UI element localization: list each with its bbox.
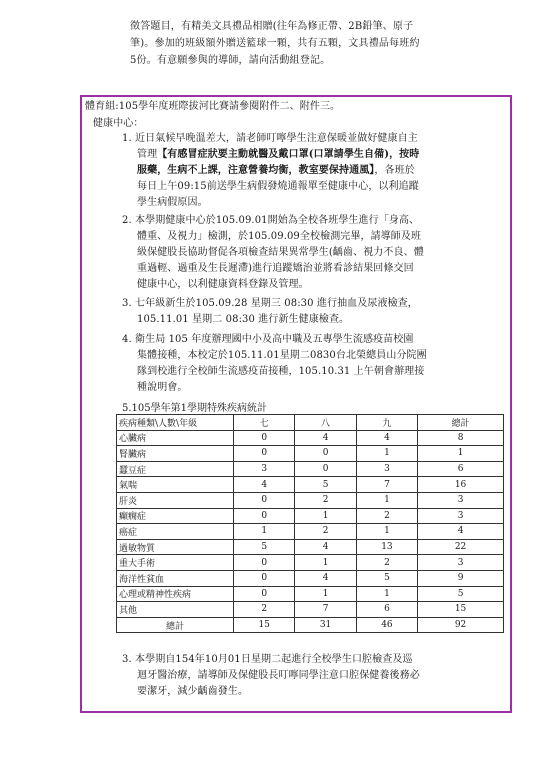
item3-line: 105.11.01 星期二 08:30 進行新生健康檢查。 <box>137 314 350 325</box>
count-cell: 0 <box>234 586 295 602</box>
count-cell: 5 <box>295 477 356 493</box>
count-cell: 1 <box>295 586 356 602</box>
count-cell: 5 <box>234 539 295 555</box>
disease-name-cell: 癌症 <box>117 524 234 540</box>
count-cell: 5 <box>356 570 417 586</box>
count-cell: 0 <box>234 492 295 508</box>
disease-name-cell: 心臟病 <box>117 430 234 446</box>
health-item-1 <box>122 131 507 211</box>
item4-line: 種說明會。 <box>137 382 188 393</box>
count-cell: 1 <box>418 446 504 462</box>
count-cell: 1 <box>295 555 356 571</box>
total-cell: 92 <box>418 617 504 633</box>
count-cell: 3 <box>356 461 417 477</box>
count-cell: 4 <box>418 524 504 540</box>
total-cell: 15 <box>234 617 295 633</box>
disease-name-cell: 海洋性貧血 <box>117 570 234 586</box>
table-caption: 5.105學年第1學期特殊疾病統計 <box>122 403 267 414</box>
count-cell: 5 <box>418 586 504 602</box>
intro-line: 筆)。參加的班級額外贈送籃球一顆，共有五顆，文具禮品每班約 <box>130 38 420 49</box>
item2-line: 體重、及視力」檢測，於105.09.09全校檢測完畢，請導師及班 <box>137 231 422 242</box>
item1-line: 管理【有感冒症狀要主動就醫及戴口罩(口罩請學生自備)，按時 <box>137 149 420 160</box>
count-cell: 2 <box>356 508 417 524</box>
disease-name-cell: 其他 <box>117 602 234 618</box>
count-cell: 2 <box>295 524 356 540</box>
intro-line: 徵答題目，有精美文具禮品相贈(往年為修正帶、2B鉛筆、原子 <box>130 21 414 32</box>
disease-name-cell: 癲癇症 <box>117 508 234 524</box>
count-cell: 9 <box>418 570 504 586</box>
table-row <box>117 602 504 618</box>
header-cell: 疾病種類\人數\年級 <box>117 415 234 431</box>
total-cell: 46 <box>356 617 417 633</box>
item2-line: 重過輕、過重及生長遲滯)進行追蹤矯治並將看診結果回條交回 <box>137 263 414 274</box>
count-cell: 1 <box>295 508 356 524</box>
count-cell: 8 <box>418 430 504 446</box>
table-row <box>117 555 504 571</box>
count-cell: 0 <box>234 555 295 571</box>
item4-line: 4. 衛生局 105 年度辦理國中小及高中職及五專學生流感疫苗校園 <box>122 334 414 345</box>
disease-name-cell: 心理或精神性疾病 <box>117 586 234 602</box>
table-row <box>117 586 504 602</box>
count-cell: 7 <box>356 477 417 493</box>
header-cell: 八 <box>295 415 356 431</box>
health-item-5 <box>122 652 507 700</box>
total-cell: 31 <box>295 617 356 633</box>
table-row <box>117 430 504 446</box>
count-cell: 2 <box>295 492 356 508</box>
item5-line: 迴牙醫治療，請導師及保健股長叮嚀同學注意口腔保健養後務必 <box>137 670 420 681</box>
count-cell: 15 <box>418 602 504 618</box>
count-cell: 6 <box>356 602 417 618</box>
count-cell: 3 <box>418 555 504 571</box>
table-row <box>117 508 504 524</box>
item2-line: 2. 本學期健康中心於105.09.01開始為全校各班學生進行「身高、 <box>122 215 420 226</box>
count-cell: 4 <box>234 477 295 493</box>
count-cell: 1 <box>356 446 417 462</box>
item4-line: 隊到校進行全校師生流感疫苗接種，105.10.31 上午朝會辦理接 <box>137 366 425 377</box>
health-item-2 <box>122 213 507 293</box>
item1-line: 每日上午09:15前送學生病假發燒通報單至健康中心，以利追蹤 <box>137 181 419 192</box>
item1-line: 學生病假原因。 <box>137 197 208 208</box>
header-cell: 九 <box>356 415 417 431</box>
table-row <box>117 570 504 586</box>
count-cell: 1 <box>356 492 417 508</box>
count-cell: 0 <box>234 446 295 462</box>
count-cell: 4 <box>295 430 356 446</box>
total-cell: 總計 <box>117 617 234 633</box>
count-cell: 2 <box>234 602 295 618</box>
item2-line: 級保健股長協助督促各項檢查結果異常學生(齲齒、視力不良、體 <box>137 247 424 258</box>
count-cell: 13 <box>356 539 417 555</box>
disease-name-cell: 氣喘 <box>117 477 234 493</box>
pe-section-header: 體育組:105學年度班際拔河比賽請參閱附件二、附件三。 <box>85 101 341 112</box>
table-row <box>117 524 504 540</box>
disease-stats-table <box>116 414 504 633</box>
count-cell: 0 <box>234 570 295 586</box>
count-cell: 4 <box>356 430 417 446</box>
disease-name-cell: 過敏物質 <box>117 539 234 555</box>
count-cell: 0 <box>295 461 356 477</box>
health-section-header: 健康中心： <box>93 118 144 129</box>
header-cell: 七 <box>234 415 295 431</box>
count-cell: 1 <box>234 524 295 540</box>
item2-line: 健康中心，以利健康資料登錄及管理。 <box>137 279 309 290</box>
disease-name-cell: 蠶豆症 <box>117 461 234 477</box>
table-row <box>117 539 504 555</box>
count-cell: 1 <box>356 524 417 540</box>
item5-line: 3. 本學期自154年10月01日星期二起進行全校學生口腔檢查及巡 <box>122 654 413 665</box>
count-cell: 2 <box>356 555 417 571</box>
table-row <box>117 492 504 508</box>
count-cell: 16 <box>418 477 504 493</box>
count-cell: 0 <box>295 446 356 462</box>
intro-paragraph <box>130 18 502 69</box>
item3-line: 3. 七年級新生於105.09.28 星期三 08:30 進行抽血及尿液檢查， <box>122 298 418 309</box>
health-item-4 <box>122 332 507 396</box>
health-item-3 <box>122 296 507 328</box>
count-cell: 3 <box>418 492 504 508</box>
count-cell: 1 <box>356 586 417 602</box>
table-total-row <box>117 617 504 633</box>
item1-line: 服藥，生病不上課，注意營養均衡，教室要保持通風】，各班於 <box>137 165 415 176</box>
count-cell: 7 <box>295 602 356 618</box>
disease-name-cell: 腎臟病 <box>117 446 234 462</box>
item5-line: 要潔牙，減少齲齒發生。 <box>137 686 249 697</box>
count-cell: 6 <box>418 461 504 477</box>
intro-line: 5份。有意願參與的導師，請向活動組登記。 <box>130 55 331 66</box>
count-cell: 4 <box>295 570 356 586</box>
table-row <box>117 477 504 493</box>
count-cell: 4 <box>295 539 356 555</box>
disease-name-cell: 肝炎 <box>117 492 234 508</box>
disease-name-cell: 重大手術 <box>117 555 234 571</box>
item1-line: 1. 近日氣候早晚溫差大，請老師叮嚀學生注意保暖並做好健康自主 <box>122 133 418 144</box>
header-cell: 總計 <box>418 415 504 431</box>
count-cell: 3 <box>418 508 504 524</box>
item4-line: 集體接種，本校定於105.11.01星期二0830台北榮總員山分院團 <box>137 350 427 361</box>
count-cell: 22 <box>418 539 504 555</box>
count-cell: 3 <box>234 461 295 477</box>
table-row <box>117 461 504 477</box>
table-header-row <box>117 415 504 431</box>
count-cell: 0 <box>234 430 295 446</box>
count-cell: 0 <box>234 508 295 524</box>
table-row <box>117 446 504 462</box>
